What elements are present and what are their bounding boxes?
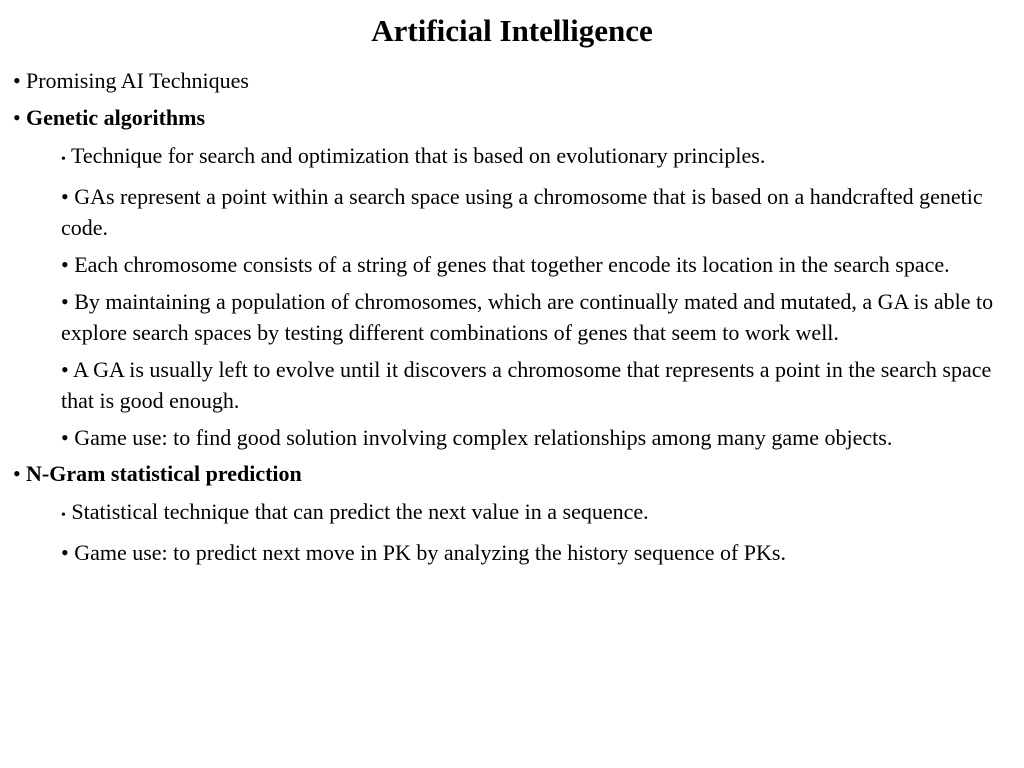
sub-bullet-text: Game use: to find good solution involving complex relationships among many game objects. [74, 425, 893, 450]
sub-bullet-text: Statistical technique that can predict the next value in a sequence. [71, 499, 649, 524]
bullet-glyph: • [61, 357, 69, 382]
sub-bullet-item [61, 249, 1013, 280]
bullet-item-n-gram [13, 459, 1013, 489]
sub-bullet-text: Game use: to predict next move in PK by analyzing the history sequence of PKs. [74, 540, 786, 565]
bullet-glyph: • [61, 289, 69, 314]
sub-bullet-text: A GA is usually left to evolve until it discovers a chromosome that represents a point in the search space that is good enough. [61, 357, 992, 413]
bullet-glyph: • [61, 508, 66, 523]
bullet-glyph: • [13, 68, 21, 93]
bullet-glyph: • [61, 152, 66, 167]
bullet-glyph: • [61, 540, 69, 565]
sub-bullet-item [61, 354, 1013, 416]
sub-bullet-text: Technique for search and optimization that is based on evolutionary principles. [71, 143, 766, 168]
sub-bullet-item [61, 496, 1013, 531]
bullet-glyph: • [61, 252, 69, 277]
sub-bullet-item [61, 537, 1013, 568]
bullet-list [13, 66, 1013, 574]
bullet-glyph: • [13, 461, 21, 486]
sub-bullet-item [61, 422, 1013, 453]
bullet-item-genetic-algorithms [13, 103, 1013, 133]
bullet-heading: N-Gram statistical prediction [26, 461, 302, 486]
sub-bullet-item [61, 286, 1013, 348]
sub-bullet-item [61, 140, 1013, 175]
sub-bullet-text: GAs represent a point within a search space using a chromosome that is based on a handcrafted genetic code. [61, 184, 983, 240]
bullet-item-promising-techniques [13, 66, 1013, 96]
bullet-glyph: • [61, 425, 69, 450]
sub-bullet-item [61, 181, 1013, 243]
sub-bullet-text: Each chromosome consists of a string of genes that together encode its location in the search space. [74, 252, 950, 277]
sub-bullet-text: By maintaining a population of chromosomes, which are continually mated and mutated, a GA is able to explore search spaces by testing different combinations of genes that seem to work well. [61, 289, 994, 345]
slide-title: Artificial Intelligence [371, 13, 653, 48]
bullet-glyph: • [61, 184, 69, 209]
bullet-glyph: • [13, 105, 21, 130]
bullet-text: Promising AI Techniques [26, 68, 249, 93]
bullet-heading: Genetic algorithms [26, 105, 206, 130]
